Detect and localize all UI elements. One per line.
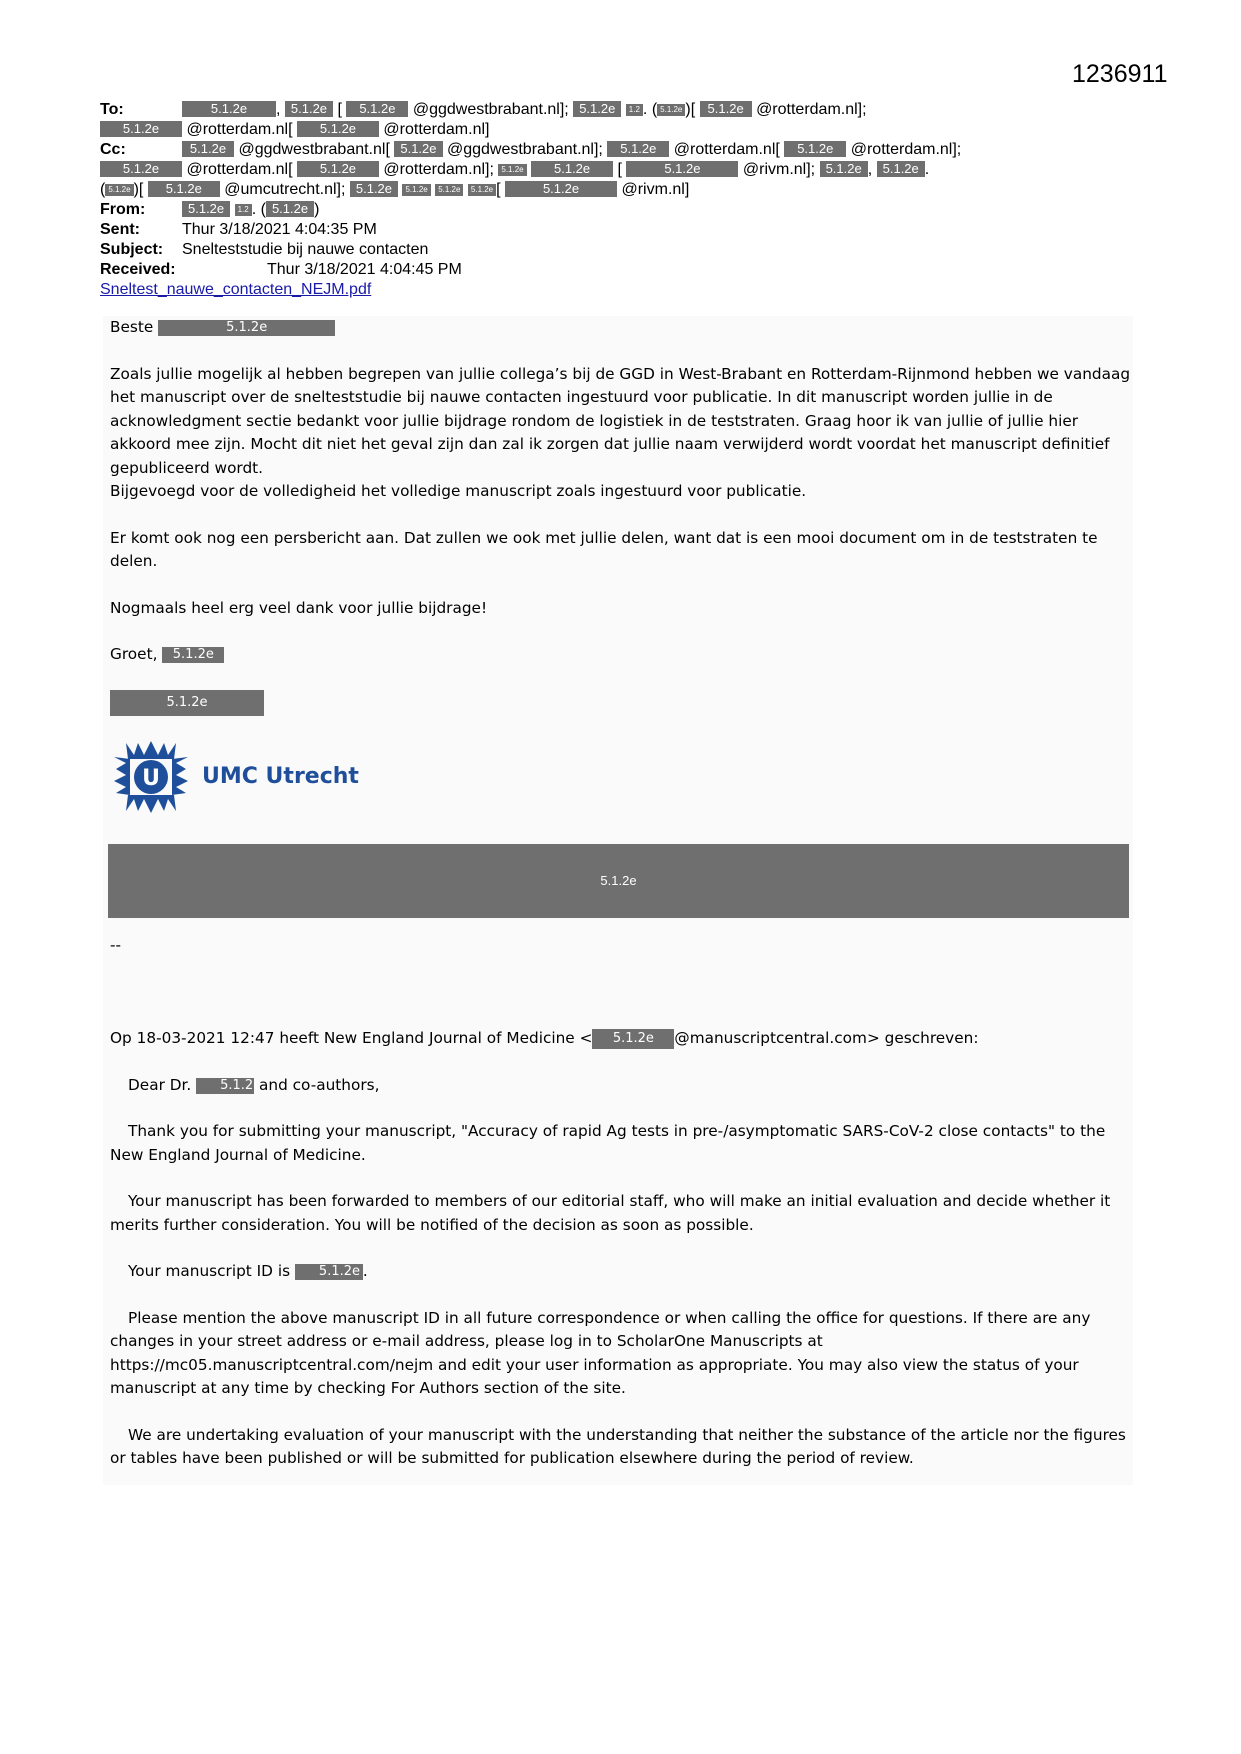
to-domain: @rotterdam.nl]; xyxy=(756,101,867,118)
umc-logo xyxy=(112,732,1133,822)
redaction-box: 5.1.2e xyxy=(266,201,314,217)
sent-label: Sent: xyxy=(100,221,140,238)
id-pre: Your manuscript ID is xyxy=(128,1262,291,1280)
cc-label: Cc: xyxy=(100,141,126,158)
subject-label: Subject: xyxy=(100,241,164,258)
from-line: From: 5.1.2e 1.2 . ( 5.1.2e ) xyxy=(100,201,320,218)
sent-line xyxy=(100,220,1060,240)
to-domain: @rotterdam.nl[ xyxy=(186,121,293,138)
cc-domain: @rivm.nl] xyxy=(621,181,690,198)
redaction-box-small: 5.1.2e xyxy=(402,184,430,196)
redaction-box: 5.1.2e xyxy=(285,101,333,117)
paragraph-3: Nogmaals heel erg veel dank voor jullie bijdrage! xyxy=(110,598,488,617)
quoted-intro-pre: Op 18-03-2021 12:47 heeft New England Journal of Medicine < xyxy=(110,1029,593,1047)
redaction-box-small: 1.2 xyxy=(626,104,643,116)
redaction-box: 5.1.2e xyxy=(100,121,182,137)
redaction-box: 5.1.2e xyxy=(346,101,408,117)
redaction-box: 5.1.2e xyxy=(626,161,738,177)
redaction-box: 5.1.2e xyxy=(295,1264,363,1280)
cc-domain: @umcutrecht.nl]; xyxy=(224,181,346,198)
cc-line-1 xyxy=(100,140,1060,160)
greeting xyxy=(110,316,1133,340)
redaction-box: 5.1.2e xyxy=(162,647,224,663)
cc-domain: @rotterdam.nl]; xyxy=(850,141,962,158)
paragraph-1b: Bijgevoegd voor de volledigheid het volledige manuscript zoals ingestuurd voor publicatie. xyxy=(110,482,807,500)
paragraph-2: Er komt ook nog een persbericht aan. Dat zullen we ook met jullie delen, want dat is een mooi document om in de teststraten te delen. xyxy=(110,528,1098,570)
redaction-box: 5.1.2e xyxy=(182,101,276,117)
umc-emblem-icon xyxy=(112,735,190,819)
redaction-label: 5.1.2e xyxy=(600,873,637,888)
redaction-box-small: 5.1.2e xyxy=(105,184,133,196)
cc-domain: @ggdwestbrabant.nl]; xyxy=(446,141,603,158)
from-label: From: xyxy=(100,201,146,218)
redaction-box: 5.1.2e xyxy=(394,141,442,157)
attachment-link[interactable]: Sneltest_nauwe_contacten_NEJM.pdf xyxy=(100,281,372,298)
quoted-paragraph-4: We are undertaking evaluation of your manuscript with the understanding that neither the substance of the article nor the figures or tables have been published or will be submitted for publication elsewhere during the period of review. xyxy=(110,1425,1126,1467)
dear-pre: Dear Dr. xyxy=(128,1075,192,1094)
dear-post: and co-authors, xyxy=(259,1075,380,1094)
quoted-paragraph-3: Please mention the above manuscript ID in all future correspondence or when calling the office for questions. If there are any changes in your street address or e-mail address, please log in to ScholarOne Manuscripts at https://mc05.manuscriptcentral.com/nejm and edit your user information as appropriate. You may also view the status of your manuscript at any time by checking For Authors section of the site. xyxy=(110,1308,1091,1397)
id-post: . xyxy=(362,1262,368,1280)
signature-name xyxy=(110,690,1133,716)
cc-domain: @ggdwestbrabant.nl[ xyxy=(238,141,390,158)
redaction-box: 5.1.2e xyxy=(148,181,220,197)
sent-value: Thur 3/18/2021 4:04:35 PM xyxy=(182,221,377,238)
redaction-box: 5.1.2e xyxy=(505,181,617,197)
redaction-box: 5.1.2e xyxy=(196,1078,254,1094)
document-number: 1236911 xyxy=(1072,60,1168,88)
redaction-box: 5.1.2e xyxy=(110,690,264,716)
paragraph-1: Zoals jullie mogelijk al hebben begrepen van jullie collega’s bij de GGD in West-Brabant en Rotterdam-Rijnmond hebben we vandaag het manuscript over de snelteststudie bij nauwe contacten ingestuurd voor publicatie. In dit manuscript worden jullie in de acknowledgment sectie bedankt voor jullie bijdrage rondom de logistiek in de teststraten. Graag hoor ik van jullie of jullie hier akkoord mee zijn. Mocht dit niet het geval zijn dan zal ik zorgen dat jullie naam verwijderd wordt voordat het manuscript definitief gepubliceerd wordt. xyxy=(110,364,1131,477)
redaction-box: 5.1.2e xyxy=(158,320,335,336)
greeting-text: Beste xyxy=(110,318,154,336)
attachment-line xyxy=(100,280,1060,300)
email-header xyxy=(100,100,1060,300)
redaction-box: 5.1.2e xyxy=(531,161,613,177)
quoted-intro xyxy=(110,1027,1133,1051)
to-domain: @rotterdam.nl] xyxy=(383,121,490,138)
subject-value: Snelteststudie bij nauwe contacten xyxy=(182,241,429,258)
redaction-box: 5.1.2e xyxy=(607,141,669,157)
dear-line xyxy=(110,1074,1133,1098)
redaction-box: 5.1.2e xyxy=(700,101,752,117)
logo-text: UMC Utrecht xyxy=(202,764,359,789)
received-line xyxy=(100,260,1060,280)
cc-domain: @rotterdam.nl[ xyxy=(673,141,780,158)
cc-line-2: 5.1.2e @rotterdam.nl[ 5.1.2e @rotterdam.nl]; 5.1.2e 5.1.2e [ 5.1.2e @rivm.nl]; 5.1.2e , 5.1.2e . xyxy=(100,160,1060,180)
cc-domain: @rotterdam.nl]; xyxy=(383,161,494,178)
manuscript-id-line xyxy=(110,1260,1133,1284)
redaction-box-small: 1.2 xyxy=(235,204,252,216)
redaction-box: 5.1.2e xyxy=(877,161,925,177)
closing-text: Groet, xyxy=(110,645,158,663)
redaction-box: 5.1.2e xyxy=(182,141,234,157)
subject-line xyxy=(100,240,1060,260)
redaction-box: 5.1.2e xyxy=(297,161,379,177)
cc-domain: @rotterdam.nl[ xyxy=(186,161,293,178)
cc-domain: @rivm.nl]; xyxy=(742,161,816,178)
received-value: Thur 3/18/2021 4:04:45 PM xyxy=(267,261,462,278)
redacted-banner xyxy=(108,844,1129,918)
quoted-intro-post: @manuscriptcentral.com> geschreven: xyxy=(674,1029,979,1047)
redaction-box-small: 5.1.2e xyxy=(468,184,496,196)
redaction-box: 5.1.2e xyxy=(182,201,230,217)
redaction-box: 5.1.2e xyxy=(350,181,398,197)
redaction-box-small: 5.1.2e xyxy=(435,184,463,196)
to-domain: @ggdwestbrabant.nl]; xyxy=(412,101,569,118)
email-body xyxy=(103,316,1133,1485)
quoted-paragraph-1: Thank you for submitting your manuscript, "Accuracy of rapid Ag tests in pre-/asymptomatic SARS-CoV-2 close contacts" to the New England Journal of Medicine. xyxy=(110,1122,1106,1164)
to-line-1: To: 5.1.2e , 5.1.2e [ 5.1.2e @ggdwestbrabant.nl]; 5.1.2e 1.2 . ( 5.1.2e )[ 5.1.2e @rotterdam.nl]; xyxy=(100,101,867,118)
to-line-2 xyxy=(100,120,1060,140)
cc-line-3: ( 5.1.2e )[ 5.1.2e @umcutrecht.nl]; 5.1.2e 5.1.2e 5.1.2e 5.1.2e [ 5.1.2e @rivm.nl] xyxy=(100,181,690,198)
redaction-box: 5.1.2e xyxy=(297,121,379,137)
quoted-paragraph-2: Your manuscript has been forwarded to members of our editorial staff, who will make an initial evaluation and decide whether it merits further consideration. You will be notified of the decision as soon as possible. xyxy=(110,1192,1111,1234)
redaction-box: 5.1.2e xyxy=(820,161,868,177)
redaction-box-small: 5.1.2e xyxy=(498,164,526,176)
to-label: To: xyxy=(100,101,124,118)
separator-dash: -- xyxy=(110,935,122,954)
redaction-box: 5.1.2e xyxy=(784,141,846,157)
redaction-box: 5.1.2e xyxy=(592,1029,674,1049)
redaction-box-small: 5.1.2e xyxy=(657,104,685,116)
svg-text:U: U xyxy=(142,765,160,791)
closing xyxy=(110,643,1133,667)
redaction-box: 5.1.2e xyxy=(100,161,182,177)
redaction-box: 5.1.2e xyxy=(573,101,621,117)
received-label: Received: xyxy=(100,261,176,278)
